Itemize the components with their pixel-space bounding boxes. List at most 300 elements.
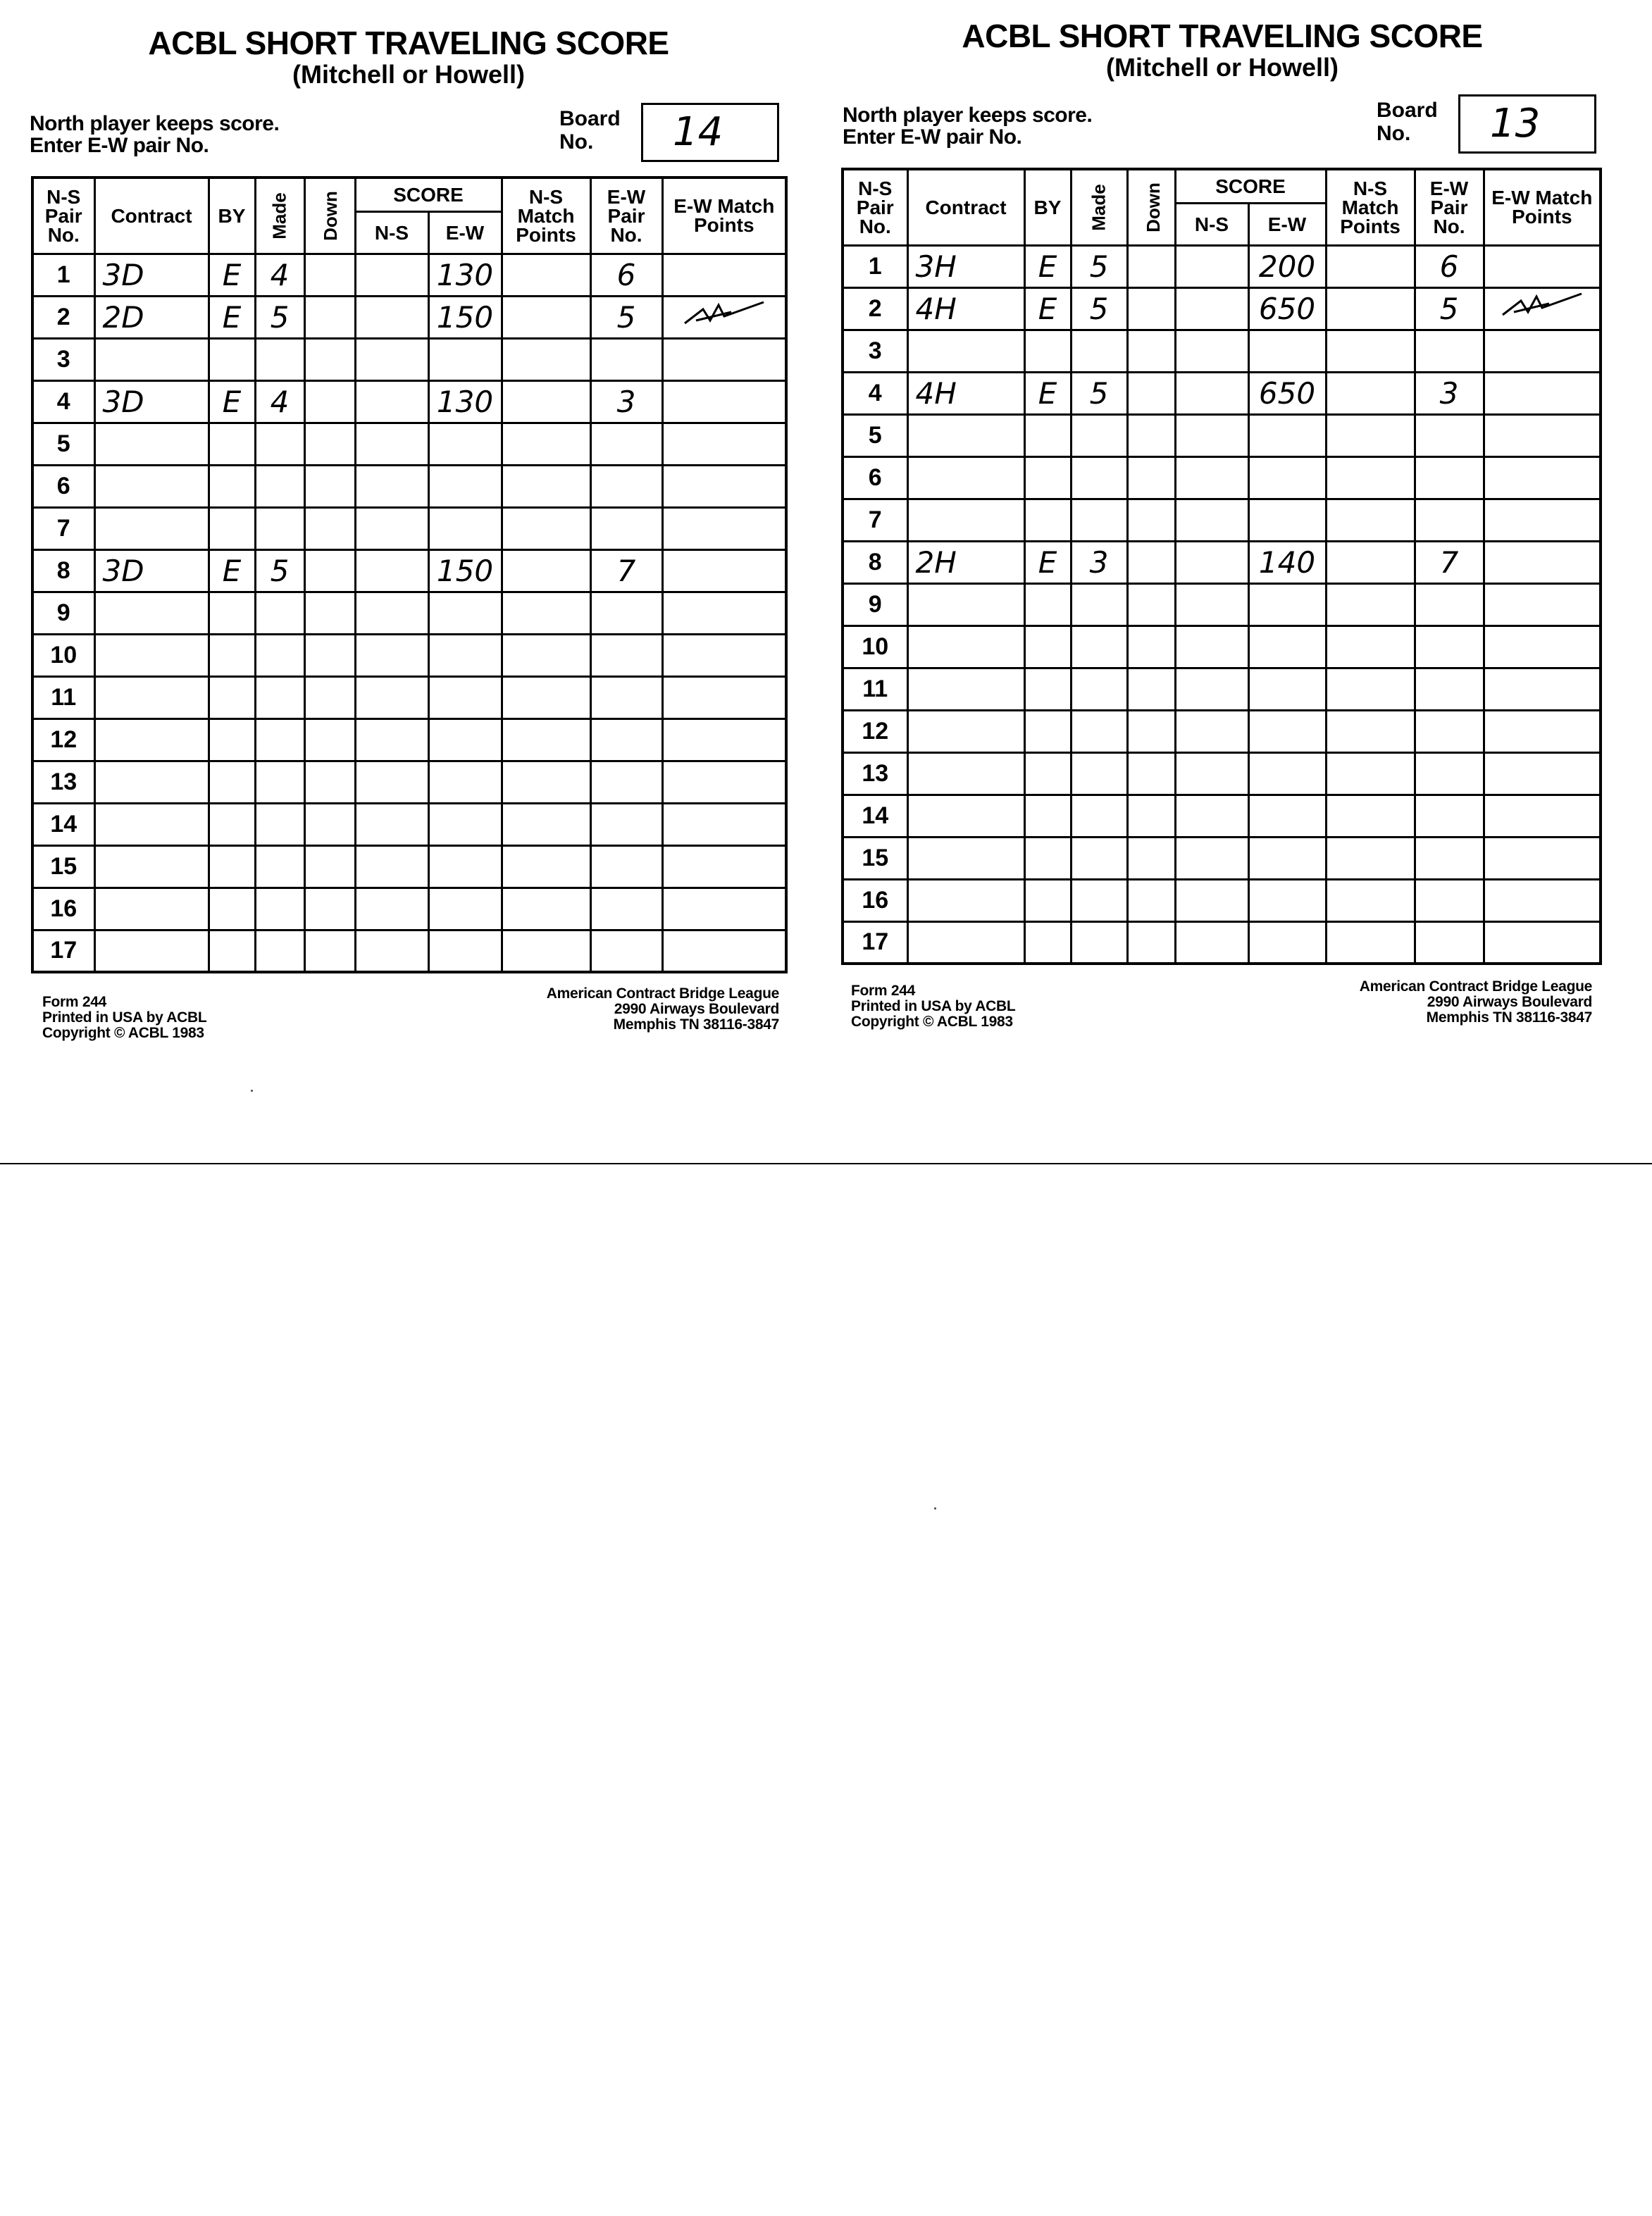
score-ew-cell[interactable] [428, 761, 502, 803]
score-ns-cell[interactable] [1175, 456, 1248, 499]
score-ew-cell[interactable] [1248, 330, 1326, 372]
ew-match-points-cell[interactable] [662, 718, 786, 761]
ew-pair-cell[interactable]: 6 [590, 254, 662, 296]
contract-cell[interactable]: 3D [94, 380, 209, 423]
made-cell[interactable] [1071, 795, 1127, 837]
score-ns-cell[interactable] [355, 718, 428, 761]
made-cell[interactable] [1071, 625, 1127, 668]
score-ns-cell[interactable] [1175, 330, 1248, 372]
made-cell[interactable]: 5 [255, 549, 304, 592]
ns-match-points-cell[interactable] [1326, 414, 1415, 456]
score-ns-cell[interactable] [1175, 245, 1248, 287]
ns-match-points-cell[interactable] [502, 930, 590, 972]
score-ns-cell[interactable] [355, 380, 428, 423]
ew-pair-cell[interactable] [1415, 921, 1484, 964]
ew-pair-cell[interactable] [590, 338, 662, 380]
contract-cell[interactable]: 4H [907, 287, 1024, 330]
made-cell[interactable] [1071, 668, 1127, 710]
declarer-cell[interactable]: E [209, 380, 255, 423]
contract-cell[interactable]: 2D [94, 296, 209, 338]
contract-cell[interactable] [907, 752, 1024, 795]
ns-match-points-cell[interactable] [502, 465, 590, 507]
declarer-cell[interactable] [209, 718, 255, 761]
score-ns-cell[interactable] [355, 507, 428, 549]
ew-pair-cell[interactable] [1415, 710, 1484, 752]
ew-pair-cell[interactable] [590, 507, 662, 549]
score-ew-cell[interactable] [428, 423, 502, 465]
ew-match-points-cell[interactable] [1484, 456, 1601, 499]
ew-match-points-cell[interactable] [662, 507, 786, 549]
declarer-cell[interactable] [1024, 668, 1071, 710]
down-cell[interactable] [1127, 795, 1175, 837]
score-ew-cell[interactable] [428, 803, 502, 845]
made-cell[interactable] [255, 888, 304, 930]
contract-cell[interactable] [907, 710, 1024, 752]
score-ew-cell[interactable]: 150 [428, 549, 502, 592]
ns-match-points-cell[interactable] [1326, 287, 1415, 330]
contract-cell[interactable] [907, 499, 1024, 541]
made-cell[interactable]: 4 [255, 380, 304, 423]
made-cell[interactable]: 5 [1071, 287, 1127, 330]
ns-match-points-cell[interactable] [502, 718, 590, 761]
made-cell[interactable] [1071, 837, 1127, 879]
made-cell[interactable]: 5 [1071, 372, 1127, 414]
ew-match-points-cell[interactable] [1484, 879, 1601, 921]
score-ew-cell[interactable] [1248, 625, 1326, 668]
ew-match-points-cell[interactable] [662, 338, 786, 380]
contract-cell[interactable] [907, 795, 1024, 837]
contract-cell[interactable] [94, 761, 209, 803]
ns-match-points-cell[interactable] [502, 507, 590, 549]
contract-cell[interactable]: 3D [94, 254, 209, 296]
score-ns-cell[interactable] [355, 634, 428, 676]
declarer-cell[interactable] [209, 423, 255, 465]
down-cell[interactable] [304, 592, 355, 634]
score-ew-cell[interactable] [1248, 921, 1326, 964]
declarer-cell[interactable] [1024, 921, 1071, 964]
score-ns-cell[interactable] [355, 845, 428, 888]
ew-pair-cell[interactable] [1415, 499, 1484, 541]
score-ns-cell[interactable] [355, 676, 428, 718]
made-cell[interactable] [255, 845, 304, 888]
declarer-cell[interactable]: E [209, 549, 255, 592]
contract-cell[interactable] [94, 592, 209, 634]
ns-match-points-cell[interactable] [1326, 752, 1415, 795]
ew-match-points-cell[interactable] [1484, 541, 1601, 583]
score-ns-cell[interactable] [1175, 625, 1248, 668]
ew-pair-cell[interactable] [590, 634, 662, 676]
down-cell[interactable] [1127, 752, 1175, 795]
made-cell[interactable] [1071, 583, 1127, 625]
score-ns-cell[interactable] [355, 423, 428, 465]
down-cell[interactable] [1127, 499, 1175, 541]
made-cell[interactable] [1071, 414, 1127, 456]
declarer-cell[interactable] [209, 592, 255, 634]
made-cell[interactable] [255, 592, 304, 634]
down-cell[interactable] [1127, 330, 1175, 372]
contract-cell[interactable]: 2H [907, 541, 1024, 583]
ns-match-points-cell[interactable] [502, 845, 590, 888]
ew-pair-cell[interactable] [590, 465, 662, 507]
score-ns-cell[interactable] [1175, 372, 1248, 414]
made-cell[interactable] [1071, 752, 1127, 795]
ew-match-points-cell[interactable] [662, 380, 786, 423]
score-ns-cell[interactable] [1175, 921, 1248, 964]
ns-match-points-cell[interactable] [1326, 625, 1415, 668]
ew-pair-cell[interactable] [1415, 414, 1484, 456]
ew-pair-cell[interactable]: 3 [1415, 372, 1484, 414]
ew-pair-cell[interactable]: 7 [590, 549, 662, 592]
ew-pair-cell[interactable] [1415, 625, 1484, 668]
ew-match-points-cell[interactable] [662, 254, 786, 296]
declarer-cell[interactable] [1024, 583, 1071, 625]
down-cell[interactable] [304, 718, 355, 761]
contract-cell[interactable]: 3H [907, 245, 1024, 287]
ew-pair-cell[interactable] [590, 676, 662, 718]
score-ew-cell[interactable] [1248, 710, 1326, 752]
contract-cell[interactable] [94, 930, 209, 972]
score-ns-cell[interactable] [1175, 583, 1248, 625]
down-cell[interactable] [304, 803, 355, 845]
ew-match-points-cell[interactable] [1484, 795, 1601, 837]
down-cell[interactable] [304, 380, 355, 423]
ew-pair-cell[interactable] [590, 718, 662, 761]
score-ew-cell[interactable] [1248, 837, 1326, 879]
ew-match-points-cell[interactable] [1484, 287, 1601, 330]
declarer-cell[interactable] [1024, 625, 1071, 668]
contract-cell[interactable] [907, 668, 1024, 710]
ns-match-points-cell[interactable] [1326, 921, 1415, 964]
down-cell[interactable] [304, 930, 355, 972]
ns-match-points-cell[interactable] [502, 888, 590, 930]
declarer-cell[interactable] [1024, 837, 1071, 879]
contract-cell[interactable] [94, 634, 209, 676]
down-cell[interactable] [304, 254, 355, 296]
down-cell[interactable] [304, 634, 355, 676]
ns-match-points-cell[interactable] [1326, 668, 1415, 710]
score-ew-cell[interactable] [1248, 499, 1326, 541]
made-cell[interactable]: 3 [1071, 541, 1127, 583]
ns-match-points-cell[interactable] [1326, 837, 1415, 879]
declarer-cell[interactable] [209, 845, 255, 888]
declarer-cell[interactable]: E [209, 296, 255, 338]
ew-match-points-cell[interactable] [1484, 710, 1601, 752]
ew-pair-cell[interactable] [1415, 583, 1484, 625]
contract-cell[interactable] [907, 414, 1024, 456]
contract-cell[interactable] [94, 338, 209, 380]
score-ew-cell[interactable] [428, 592, 502, 634]
contract-cell[interactable] [94, 676, 209, 718]
down-cell[interactable] [1127, 625, 1175, 668]
ew-pair-cell[interactable]: 3 [590, 380, 662, 423]
score-ew-cell[interactable]: 200 [1248, 245, 1326, 287]
ns-match-points-cell[interactable] [502, 254, 590, 296]
ns-match-points-cell[interactable] [502, 803, 590, 845]
declarer-cell[interactable] [1024, 752, 1071, 795]
score-ew-cell[interactable] [1248, 583, 1326, 625]
ns-match-points-cell[interactable] [502, 634, 590, 676]
declarer-cell[interactable] [1024, 330, 1071, 372]
contract-cell[interactable] [94, 465, 209, 507]
score-ns-cell[interactable] [355, 761, 428, 803]
ew-match-points-cell[interactable] [1484, 668, 1601, 710]
made-cell[interactable] [1071, 921, 1127, 964]
score-ns-cell[interactable] [1175, 668, 1248, 710]
down-cell[interactable] [304, 338, 355, 380]
score-ew-cell[interactable] [428, 845, 502, 888]
ew-match-points-cell[interactable] [1484, 245, 1601, 287]
ew-match-points-cell[interactable] [1484, 583, 1601, 625]
ew-match-points-cell[interactable] [1484, 837, 1601, 879]
ew-pair-cell[interactable] [590, 592, 662, 634]
declarer-cell[interactable] [209, 465, 255, 507]
down-cell[interactable] [1127, 710, 1175, 752]
ew-pair-cell[interactable] [1415, 879, 1484, 921]
ew-pair-cell[interactable] [590, 930, 662, 972]
score-ew-cell[interactable] [428, 634, 502, 676]
contract-cell[interactable] [94, 507, 209, 549]
ew-pair-cell[interactable] [590, 803, 662, 845]
down-cell[interactable] [1127, 921, 1175, 964]
contract-cell[interactable] [94, 845, 209, 888]
score-ew-cell[interactable] [428, 465, 502, 507]
score-ns-cell[interactable] [1175, 879, 1248, 921]
ns-match-points-cell[interactable] [1326, 372, 1415, 414]
ew-pair-cell[interactable] [590, 761, 662, 803]
down-cell[interactable] [304, 549, 355, 592]
contract-cell[interactable] [907, 330, 1024, 372]
down-cell[interactable] [1127, 414, 1175, 456]
ew-pair-cell[interactable] [1415, 456, 1484, 499]
ew-match-points-cell[interactable] [662, 592, 786, 634]
ew-match-points-cell[interactable] [662, 549, 786, 592]
contract-cell[interactable] [907, 583, 1024, 625]
down-cell[interactable] [1127, 583, 1175, 625]
contract-cell[interactable] [94, 423, 209, 465]
made-cell[interactable]: 5 [1071, 245, 1127, 287]
made-cell[interactable] [1071, 330, 1127, 372]
ew-match-points-cell[interactable] [662, 845, 786, 888]
score-ns-cell[interactable] [1175, 499, 1248, 541]
score-ns-cell[interactable] [1175, 837, 1248, 879]
declarer-cell[interactable] [1024, 795, 1071, 837]
score-ew-cell[interactable] [428, 507, 502, 549]
ew-pair-cell[interactable] [590, 888, 662, 930]
score-ns-cell[interactable] [1175, 752, 1248, 795]
ew-match-points-cell[interactable] [662, 930, 786, 972]
declarer-cell[interactable] [1024, 456, 1071, 499]
score-ns-cell[interactable] [355, 888, 428, 930]
made-cell[interactable] [255, 930, 304, 972]
ew-pair-cell[interactable] [1415, 795, 1484, 837]
ew-pair-cell[interactable] [1415, 837, 1484, 879]
ew-match-points-cell[interactable] [1484, 372, 1601, 414]
ew-match-points-cell[interactable] [662, 465, 786, 507]
declarer-cell[interactable]: E [1024, 245, 1071, 287]
down-cell[interactable] [1127, 668, 1175, 710]
score-ns-cell[interactable] [1175, 710, 1248, 752]
ns-match-points-cell[interactable] [502, 380, 590, 423]
ew-pair-cell[interactable]: 6 [1415, 245, 1484, 287]
ew-pair-cell[interactable] [1415, 668, 1484, 710]
ew-pair-cell[interactable]: 5 [1415, 287, 1484, 330]
score-ns-cell[interactable] [355, 930, 428, 972]
down-cell[interactable] [1127, 879, 1175, 921]
ew-pair-cell[interactable] [590, 845, 662, 888]
made-cell[interactable] [255, 761, 304, 803]
declarer-cell[interactable] [1024, 414, 1071, 456]
made-cell[interactable] [255, 676, 304, 718]
ns-match-points-cell[interactable] [502, 761, 590, 803]
down-cell[interactable] [304, 761, 355, 803]
declarer-cell[interactable]: E [209, 254, 255, 296]
made-cell[interactable]: 5 [255, 296, 304, 338]
score-ew-cell[interactable] [428, 718, 502, 761]
score-ew-cell[interactable]: 650 [1248, 372, 1326, 414]
declarer-cell[interactable] [1024, 499, 1071, 541]
score-ew-cell[interactable] [428, 930, 502, 972]
ew-match-points-cell[interactable] [662, 761, 786, 803]
down-cell[interactable] [304, 845, 355, 888]
score-ew-cell[interactable] [1248, 795, 1326, 837]
ew-match-points-cell[interactable] [662, 423, 786, 465]
score-ew-cell[interactable] [1248, 456, 1326, 499]
board-number-box[interactable] [641, 103, 779, 162]
ew-pair-cell[interactable] [1415, 330, 1484, 372]
made-cell[interactable] [1071, 499, 1127, 541]
declarer-cell[interactable] [209, 676, 255, 718]
board-number-box[interactable] [1458, 94, 1596, 154]
made-cell[interactable] [255, 338, 304, 380]
down-cell[interactable] [304, 676, 355, 718]
ew-match-points-cell[interactable] [662, 888, 786, 930]
declarer-cell[interactable] [209, 507, 255, 549]
ew-match-points-cell[interactable] [662, 676, 786, 718]
declarer-cell[interactable] [209, 761, 255, 803]
made-cell[interactable] [255, 718, 304, 761]
declarer-cell[interactable] [209, 930, 255, 972]
ew-pair-cell[interactable]: 7 [1415, 541, 1484, 583]
made-cell[interactable] [255, 634, 304, 676]
ns-match-points-cell[interactable] [1326, 583, 1415, 625]
ns-match-points-cell[interactable] [502, 676, 590, 718]
score-ew-cell[interactable] [1248, 414, 1326, 456]
ew-match-points-cell[interactable] [662, 803, 786, 845]
declarer-cell[interactable] [209, 338, 255, 380]
made-cell[interactable] [1071, 456, 1127, 499]
ns-match-points-cell[interactable] [1326, 245, 1415, 287]
score-ew-cell[interactable] [428, 676, 502, 718]
down-cell[interactable] [1127, 372, 1175, 414]
score-ew-cell[interactable] [428, 888, 502, 930]
contract-cell[interactable]: 3D [94, 549, 209, 592]
contract-cell[interactable] [907, 625, 1024, 668]
ns-match-points-cell[interactable] [1326, 795, 1415, 837]
declarer-cell[interactable] [209, 634, 255, 676]
ns-match-points-cell[interactable] [1326, 456, 1415, 499]
down-cell[interactable] [1127, 541, 1175, 583]
declarer-cell[interactable]: E [1024, 541, 1071, 583]
contract-cell[interactable] [94, 803, 209, 845]
made-cell[interactable] [255, 465, 304, 507]
declarer-cell[interactable] [209, 888, 255, 930]
score-ns-cell[interactable] [1175, 541, 1248, 583]
down-cell[interactable] [1127, 456, 1175, 499]
ew-pair-cell[interactable] [590, 423, 662, 465]
score-ew-cell[interactable]: 650 [1248, 287, 1326, 330]
ew-match-points-cell[interactable] [1484, 625, 1601, 668]
made-cell[interactable] [1071, 879, 1127, 921]
made-cell[interactable] [1071, 710, 1127, 752]
ew-pair-cell[interactable]: 5 [590, 296, 662, 338]
score-ew-cell[interactable] [428, 338, 502, 380]
ew-match-points-cell[interactable] [1484, 499, 1601, 541]
score-ns-cell[interactable] [355, 803, 428, 845]
declarer-cell[interactable]: E [1024, 372, 1071, 414]
down-cell[interactable] [304, 423, 355, 465]
down-cell[interactable] [304, 296, 355, 338]
made-cell[interactable] [255, 423, 304, 465]
contract-cell[interactable] [907, 921, 1024, 964]
down-cell[interactable] [304, 465, 355, 507]
ns-match-points-cell[interactable] [1326, 499, 1415, 541]
score-ns-cell[interactable] [355, 254, 428, 296]
declarer-cell[interactable] [209, 803, 255, 845]
score-ew-cell[interactable]: 150 [428, 296, 502, 338]
contract-cell[interactable]: 4H [907, 372, 1024, 414]
score-ew-cell[interactable]: 130 [428, 380, 502, 423]
ew-pair-cell[interactable] [1415, 752, 1484, 795]
ew-match-points-cell[interactable] [1484, 752, 1601, 795]
made-cell[interactable] [255, 803, 304, 845]
score-ns-cell[interactable] [1175, 287, 1248, 330]
score-ew-cell[interactable] [1248, 752, 1326, 795]
contract-cell[interactable] [94, 718, 209, 761]
ew-match-points-cell[interactable] [662, 634, 786, 676]
ns-match-points-cell[interactable] [502, 592, 590, 634]
down-cell[interactable] [304, 507, 355, 549]
declarer-cell[interactable] [1024, 710, 1071, 752]
contract-cell[interactable] [907, 837, 1024, 879]
ns-match-points-cell[interactable] [1326, 541, 1415, 583]
down-cell[interactable] [1127, 837, 1175, 879]
score-ns-cell[interactable] [1175, 795, 1248, 837]
ew-match-points-cell[interactable] [1484, 330, 1601, 372]
declarer-cell[interactable] [1024, 879, 1071, 921]
score-ew-cell[interactable] [1248, 879, 1326, 921]
contract-cell[interactable] [907, 456, 1024, 499]
score-ns-cell[interactable] [355, 549, 428, 592]
ew-match-points-cell[interactable] [662, 296, 786, 338]
score-ew-cell[interactable]: 140 [1248, 541, 1326, 583]
ns-match-points-cell[interactable] [502, 549, 590, 592]
down-cell[interactable] [1127, 287, 1175, 330]
ew-match-points-cell[interactable] [1484, 921, 1601, 964]
score-ns-cell[interactable] [355, 296, 428, 338]
score-ew-cell[interactable]: 130 [428, 254, 502, 296]
ew-match-points-cell[interactable] [1484, 414, 1601, 456]
declarer-cell[interactable]: E [1024, 287, 1071, 330]
score-ns-cell[interactable] [1175, 414, 1248, 456]
down-cell[interactable] [1127, 245, 1175, 287]
ns-match-points-cell[interactable] [1326, 330, 1415, 372]
ns-match-points-cell[interactable] [1326, 710, 1415, 752]
score-ns-cell[interactable] [355, 465, 428, 507]
score-ew-cell[interactable] [1248, 668, 1326, 710]
contract-cell[interactable] [94, 888, 209, 930]
down-cell[interactable] [304, 888, 355, 930]
ns-match-points-cell[interactable] [502, 423, 590, 465]
